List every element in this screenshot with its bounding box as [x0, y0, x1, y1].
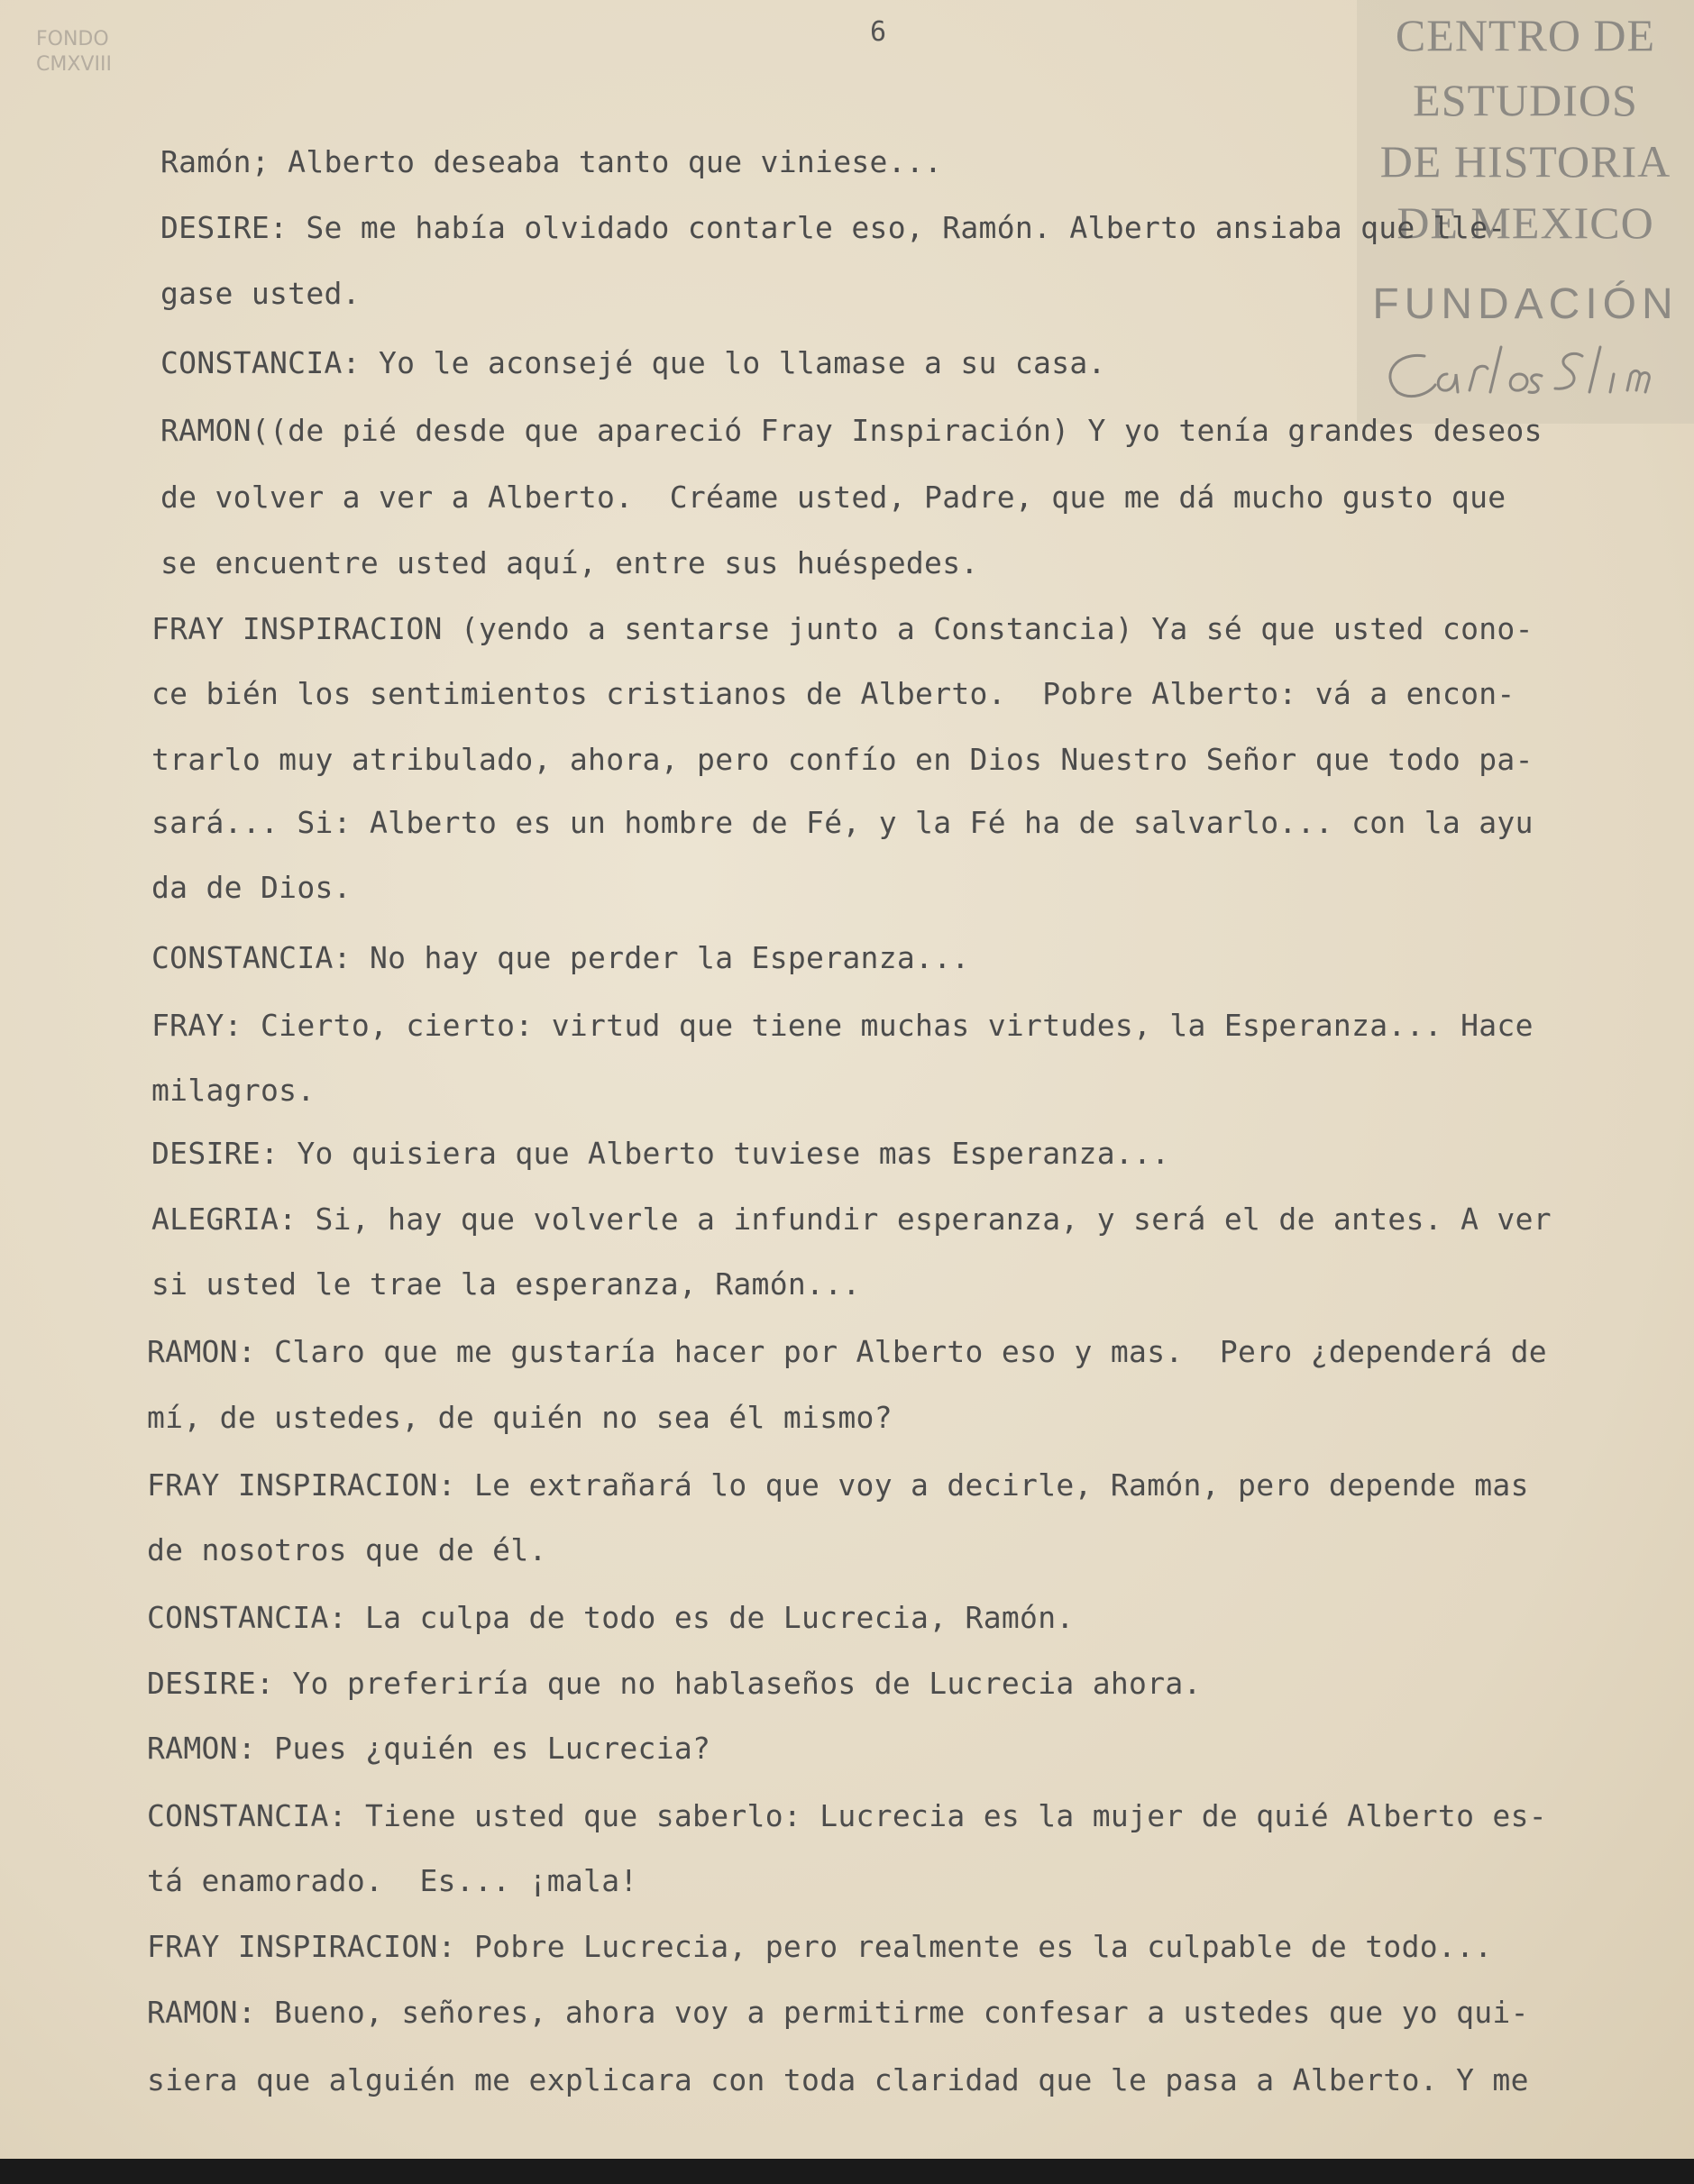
script-line: trarlo muy atribulado, ahora, pero confío en Dios Nuestro Señor que todo pa-: [151, 742, 1534, 777]
script-line: mí, de ustedes, de quién no sea él mismo?: [147, 1400, 893, 1435]
script-line: CONSTANCIA: La culpa de todo es de Lucrecia, Ramón.: [147, 1600, 1075, 1635]
script-line: ALEGRIA: Si, hay que volverle a infundir esperanza, y será el de antes. A ver: [151, 1202, 1552, 1237]
script-line: CONSTANCIA: No hay que perder la Esperanza...: [151, 940, 970, 975]
script-line: DESIRE: Yo quisiera que Alberto tuviese mas Esperanza...: [151, 1136, 1170, 1171]
script-line: CONSTANCIA: Yo le aconsejé que lo llamase a su casa.: [160, 345, 1106, 380]
signature-logo: [1361, 338, 1686, 419]
script-line: RAMON: Pues ¿quién es Lucrecia?: [147, 1731, 711, 1766]
pencil-annotation-line: CMXVIII: [36, 53, 112, 76]
script-line: FRAY: Cierto, cierto: virtud que tiene muchas virtudes, la Esperanza... Hace: [151, 1008, 1534, 1043]
stamp-line-4: DE MEXICO: [1396, 197, 1654, 248]
pencil-annotation-line: FONDO: [36, 28, 109, 50]
script-line: de nosotros que de él.: [147, 1532, 547, 1567]
script-line: DESIRE: Se me había olvidado contarle eso, Ramón. Alberto ansiaba que lle-: [160, 210, 1506, 245]
script-line: FRAY INSPIRACION: Le extrañará lo que voy a decirle, Ramón, pero depende mas: [147, 1467, 1529, 1503]
stamp-line-1: CENTRO DE: [1395, 10, 1656, 60]
script-line: si usted le trae la esperanza, Ramón...: [151, 1266, 861, 1302]
script-line: DESIRE: Yo preferiría que no hablaseños de Lucrecia ahora.: [147, 1666, 1202, 1701]
script-line: se encuentre usted aquí, entre sus huéspedes.: [160, 545, 979, 580]
script-line: gase usted.: [160, 276, 361, 311]
script-line: milagros.: [151, 1073, 316, 1108]
script-line: Ramón; Alberto deseaba tanto que viniese...: [160, 144, 943, 179]
stamp-line-3: DE HISTORIA: [1379, 136, 1671, 187]
script-line: tá enamorado. Es... ¡mala!: [147, 1863, 638, 1898]
pencil-annotation: [36, 27, 112, 78]
page-number: 6: [870, 16, 887, 48]
stamp-line-5: FUNDACIÓN: [1372, 280, 1679, 328]
script-line: FRAY INSPIRACION (yendo a sentarse junto a Constancia) Ya sé que usted cono-: [151, 611, 1534, 646]
script-line: CONSTANCIA: Tiene usted que saberlo: Lucrecia es la mujer de quié Alberto es-: [147, 1798, 1547, 1833]
script-line: FRAY INSPIRACION: Pobre Lucrecia, pero realmente es la culpable de todo...: [147, 1929, 1493, 1964]
script-line: RAMON: Claro que me gustaría hacer por Alberto eso y mas. Pero ¿dependerá de: [147, 1334, 1547, 1369]
script-line: siera que alguién me explicara con toda claridad que le pasa a Alberto. Y me: [147, 2062, 1529, 2097]
script-line: da de Dios.: [151, 870, 352, 905]
script-line: RAMON((de pié desde que apareció Fray Inspiración) Y yo tenía grandes deseos: [160, 413, 1543, 448]
script-line: sará... Si: Alberto es un hombre de Fé, y la Fé ha de salvarlo... con la ayu: [151, 805, 1534, 840]
script-line: RAMON: Bueno, señores, ahora voy a permitirme confesar a ustedes que yo qui-: [147, 1995, 1529, 2030]
script-line: ce bién los sentimientos cristianos de Alberto. Pobre Alberto: vá a encon-: [151, 676, 1515, 711]
stamp-line-2: ESTUDIOS: [1413, 75, 1638, 125]
script-line: de volver a ver a Alberto. Créame usted, Padre, que me dá mucho gusto que: [160, 480, 1506, 515]
scan-bottom-border: [0, 2159, 1694, 2184]
